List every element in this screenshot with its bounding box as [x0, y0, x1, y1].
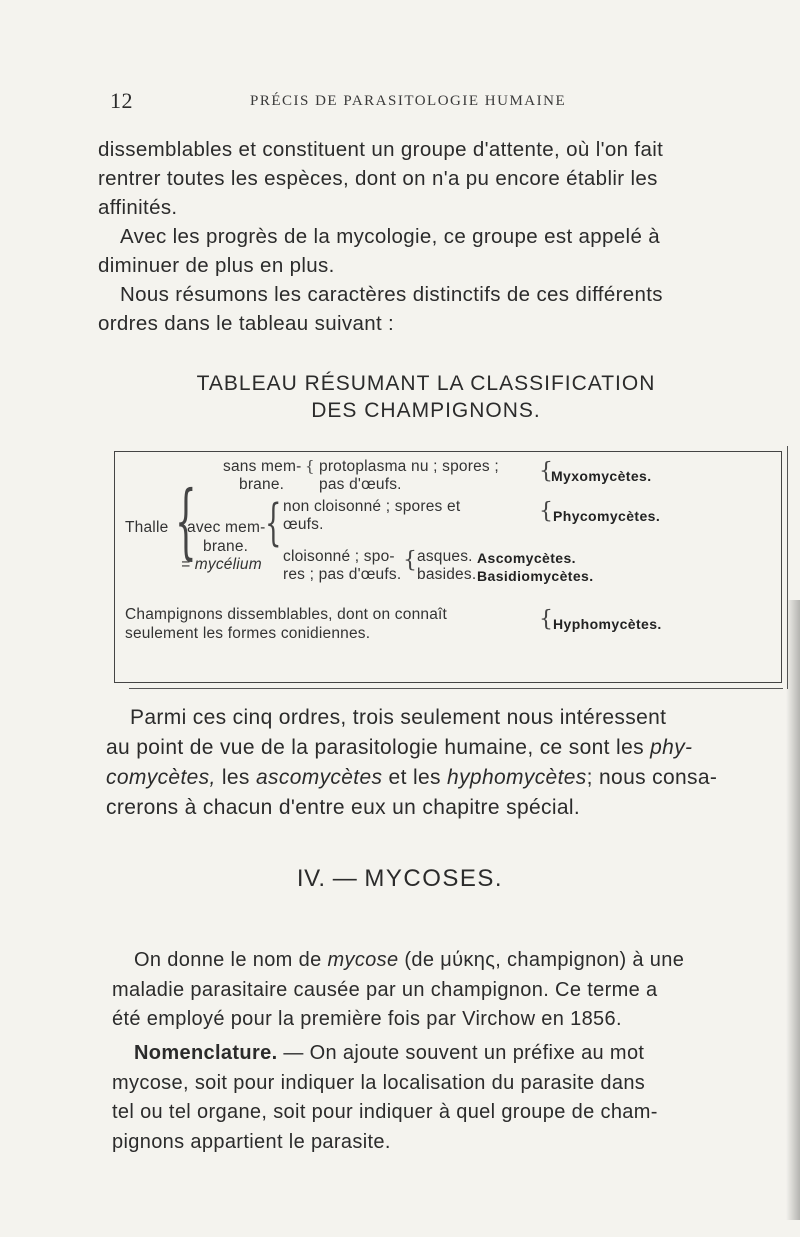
non-cloisonne-text-cont: œufs. [283, 516, 324, 533]
text-fragment: — On ajoute souvent un préfixe au mot [277, 1042, 645, 1064]
text-line [112, 946, 792, 976]
text-line: affinités. [98, 196, 178, 219]
avec-membrane-label: avec mem- [187, 519, 266, 536]
text-line [106, 733, 786, 763]
table-title-line-1: TABLEAU RÉSUMANT LA CLASSIFICATION [196, 372, 656, 395]
mycelium-label: = mycélium [181, 556, 262, 573]
brace-icon: { [265, 496, 282, 553]
text-fragment: On donne le nom de [134, 949, 328, 971]
orders-paragraph [106, 703, 786, 823]
nomenclature-paragraph [112, 1039, 792, 1157]
brace-icon: { [539, 459, 553, 484]
mycose-definition-paragraph [112, 946, 792, 1035]
running-head: PRÉCIS DE PARASITOLOGIE HUMAINE [250, 93, 567, 109]
text-line: pignons appartient le parasite. [112, 1130, 391, 1153]
basides-label: basides. [417, 566, 477, 583]
sans-membrane-label-cont: brane. [239, 476, 285, 493]
italic-term: phy- [650, 736, 693, 759]
run-in-heading: Nomenclature. [134, 1042, 278, 1064]
brace-icon: { [175, 474, 197, 570]
order-ascomycetes: Ascomycètes. [477, 550, 576, 566]
order-hyphomycetes: Hyphomycètes. [553, 616, 662, 632]
order-basidiomycetes: Basidiomycètes. [477, 568, 594, 584]
italic-term: mycose [327, 949, 399, 971]
text-line: Avec les progrès de la mycologie, ce groupe est appelé à [120, 225, 661, 248]
protoplasma-text: protoplasma nu ; spores ; [319, 458, 499, 475]
protoplasma-text-cont: pas d'œufs. [319, 476, 402, 493]
table-shadow-rule [129, 688, 783, 689]
italic-term: ascomycètes [255, 766, 383, 789]
text-fragment: et les [382, 766, 448, 789]
italic-term: comycètes, [106, 766, 216, 789]
champignons-text: Champignons dissemblables, dont on connaît [125, 606, 448, 623]
progress-paragraph [98, 222, 788, 280]
text-fragment: ; nous consa- [586, 766, 718, 789]
text-fragment: au point de vue de la parasitologie humaine, ce sont les [106, 736, 644, 759]
text-line: ordres dans le tableau suivant : [98, 312, 395, 335]
non-cloisonne-text: non cloisonné ; spores et [283, 498, 461, 515]
cloisonne-text: cloisonné ; spo- [283, 548, 395, 565]
order-phycomycetes: Phycomycètes. [553, 508, 661, 524]
table-title-line-2: DES CHAMPIGNONS. [311, 399, 541, 422]
avec-membrane-label-cont: brane. [203, 538, 249, 555]
section-title: MYCOSES. [364, 865, 504, 892]
page-edge-shadow [786, 600, 800, 1220]
text-line: dissemblables et constituent un groupe d'attente, où l'on fait [98, 138, 664, 161]
text-line: rentrer toutes les espèces, dont on n'a pu encore établir les [98, 167, 658, 190]
brace-icon: { [539, 607, 553, 632]
text-line [106, 763, 786, 793]
sans-membrane-label: sans mem- [223, 458, 302, 475]
brace-icon: { [305, 457, 315, 475]
text-fragment: les [215, 766, 256, 789]
text-line: été employé pour la première fois par Virchow en 1856. [112, 1008, 622, 1030]
text-line: diminuer de plus en plus. [98, 254, 335, 277]
text-line: crerons à chacun d'entre eux un chapitre spécial. [106, 796, 581, 819]
cloisonne-text-cont: res ; pas d'œufs. [283, 566, 402, 583]
text-line: maladie parasitaire causée par un champignon. Ce terme a [112, 978, 658, 1001]
section-heading [0, 865, 800, 893]
summary-paragraph [98, 280, 788, 338]
thalle-label: Thalle [125, 519, 169, 536]
brace-icon: { [403, 548, 417, 573]
section-number: IV. — [296, 865, 358, 892]
text-line: tel ou tel organe, soit pour indiquer à quel groupe de cham- [112, 1101, 658, 1123]
order-myxomycetes: Myxomycètes. [551, 468, 652, 484]
intro-paragraph [98, 135, 788, 222]
text-fragment: (de μύκης, champignon) à une [398, 949, 685, 971]
text-line: Nous résumons les caractères distinctifs de ces différents [120, 283, 663, 306]
text-line: mycose, soit pour indiquer la localisation du parasite dans [112, 1071, 646, 1094]
text-line [112, 1039, 792, 1069]
asques-label: asques. [417, 548, 473, 565]
text-line: Parmi ces cinq ordres, trois seulement nous intéressent [130, 706, 667, 729]
classification-table [114, 451, 782, 683]
page-number: 12 [110, 88, 133, 113]
italic-term: hyphomycètes [447, 766, 587, 789]
champignons-text-cont: seulement les formes conidiennes. [125, 625, 371, 642]
brace-icon: { [539, 499, 553, 524]
